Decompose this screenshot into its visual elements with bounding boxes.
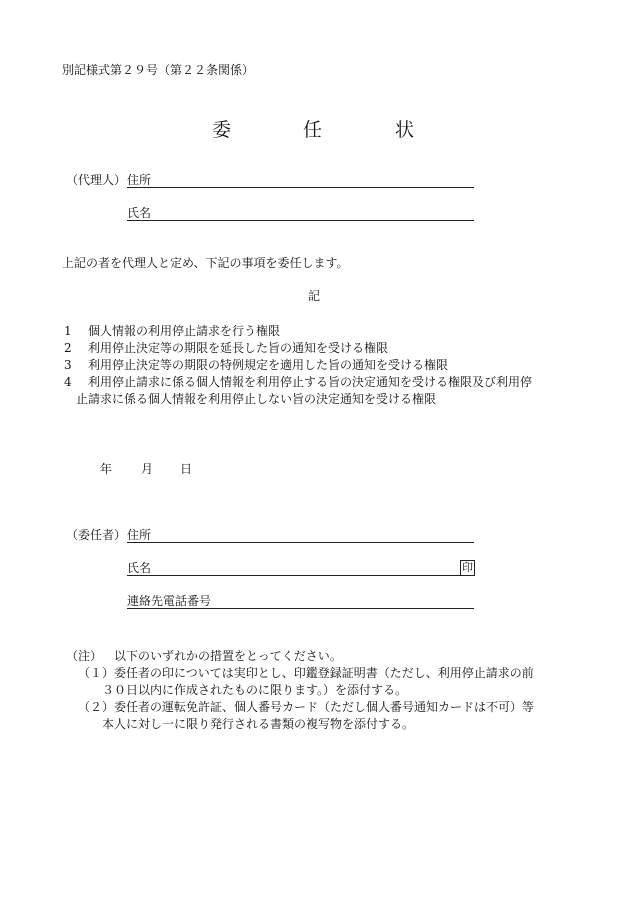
item-text: 利用停止請求に係る個人情報を利用停止する旨の決定通知を受ける権限及び利用停 [88,375,533,389]
agent-name-line[interactable] [127,220,474,221]
notes-intro: 以下のいずれかの措置をとってください。 [114,649,342,663]
principal-phone-label: 連絡先電話番号 [127,594,212,608]
item-text: 利用停止決定等の期限を延長した旨の通知を受ける権限 [88,341,389,355]
principal-address-label: 住所 [127,528,152,542]
form-number: 別記様式第２９号（第２２条関係） [62,63,255,77]
agent-address-line[interactable] [127,187,474,188]
principal-address-line[interactable] [127,542,474,543]
agent-name-label: 氏名 [127,206,152,220]
title-char-2: 任 [303,119,323,141]
item-number: 1 [64,324,72,338]
note-1-line-2: ３０日以内に作成されたものに限ります。）を添付する。 [102,683,408,697]
notes-label: （注） [66,649,103,663]
item-text: 個人情報の利用停止請求を行う権限 [88,324,281,338]
agent-address-label: 住所 [127,173,152,187]
date-year: 年 [100,462,113,476]
title-char-3: 状 [395,119,415,141]
delegation-statement: 上記の者を代理人と定め、下記の事項を委任します。 [62,256,349,270]
date-month: 月 [141,462,154,476]
date-day: 日 [180,462,193,476]
principal-role-label: （委任者） [66,528,127,542]
ki-heading: 記 [308,289,321,303]
item-number: 3 [64,358,72,372]
agent-role-label: （代理人） [66,173,127,187]
item-text: 利用停止決定等の期限の特例規定を適用した旨の通知を受ける権限 [88,358,449,372]
item-number: 2 [64,341,72,355]
principal-name-line[interactable] [127,575,474,576]
seal-mark: 印 [462,561,473,574]
note-1-line-1: （１）委任者の印については実印とし、印鑑登録証明書（ただし、利用停止請求の前 [78,666,534,680]
principal-phone-line[interactable] [127,608,474,609]
note-2-line-1: （２）委任者の運転免許証、個人番号カード（ただし個人番号通知カードは不可）等 [78,700,535,714]
note-2-line-2: 本人に対し一に限り発行される書類の複写物を添付する。 [102,717,415,731]
principal-name-label: 氏名 [127,561,152,575]
item-text-continuation: 止請求に係る個人情報を利用停止しない旨の決定通知を受ける権限 [76,392,437,406]
item-number: 4 [64,375,72,389]
title-char-1: 委 [212,119,232,141]
